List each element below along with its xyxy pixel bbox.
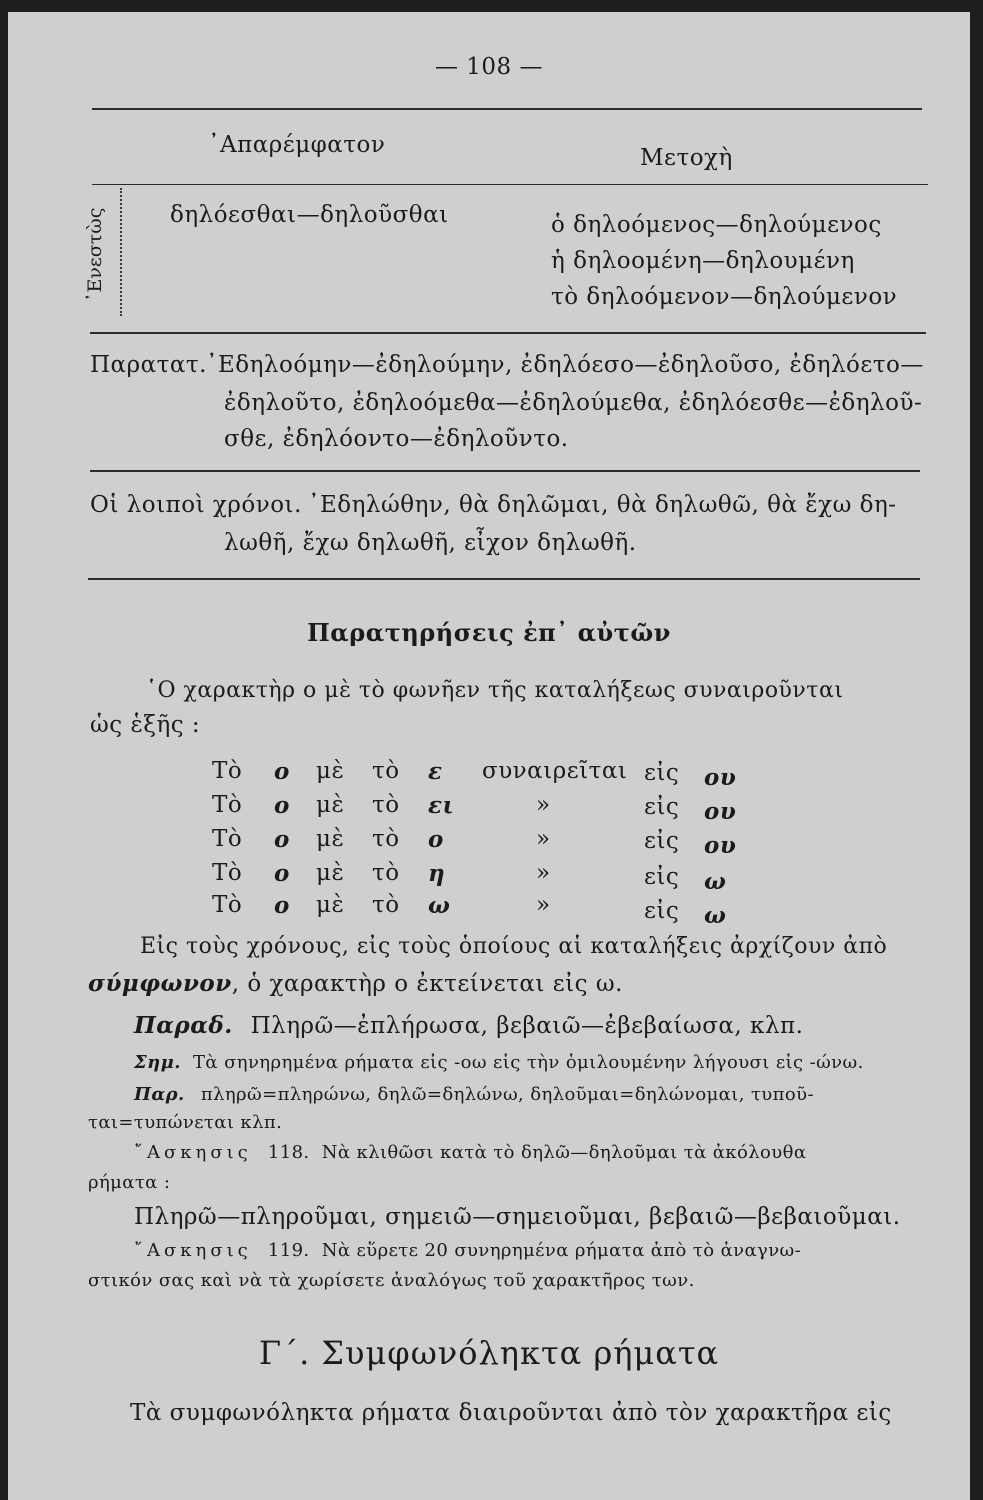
rule-line-1: Εἰς τοὺς χρόνους, εἰς τοὺς ὁποίους αἱ καταλήξεις ἀρχίζουν ἀπὸ [140, 934, 888, 959]
exercise-119 [134, 1240, 801, 1261]
row-verb: » [536, 826, 551, 852]
par-line-2: ται=τυπώνεται κλπ. [88, 1112, 283, 1133]
row-into: εἰς [644, 760, 680, 786]
row-into: εἰς [644, 828, 680, 854]
participle-masc: ὁ δηλοόμενος—δηλούμενος [551, 212, 882, 238]
table-header-rule [92, 184, 928, 185]
table-top-rule [92, 108, 922, 110]
participle-fem: ἡ δηλοομένη—δηλουμένη [551, 248, 855, 274]
row-verb: » [536, 860, 551, 886]
row-char: ο [274, 860, 290, 887]
exercise-118-number: 118. [267, 1142, 310, 1163]
row-article-2: τὸ [372, 758, 400, 784]
exercise-119-text: Νὰ εὕρετε 20 συνηρημένα ρήματα ἀπὸ τὸ ἀναγνω- [321, 1240, 802, 1261]
row-article-2: τὸ [372, 860, 400, 886]
example-text: Πληρῶ—ἐπλήρωσα, βεβαιῶ—ἐβεβαίωσα, κλπ. [250, 1013, 804, 1039]
imperfect-line-2: ἐδηλοῦτο, ἐδηλοόμεθα—ἐδηλούμεθα, ἐδηλόεσθε—ἐδηλοῦ- [224, 390, 923, 416]
section-title: Γ΄. Συμφωνόληκτα ρήματα [258, 1334, 720, 1372]
row-result: ου [704, 832, 737, 859]
exercise-118-label: ῎Ασκησις [134, 1142, 252, 1163]
row-with: μὲ [316, 758, 345, 784]
row-label-present: ᾿Ενεστὼς [84, 207, 106, 302]
book-page [8, 12, 970, 1500]
par-line-1 [134, 1084, 814, 1105]
row-article: Τὸ [212, 758, 243, 784]
row-article-2: τὸ [372, 826, 400, 852]
row-char: ο [274, 892, 290, 919]
row-with: μὲ [316, 860, 345, 886]
row-article: Τὸ [212, 860, 243, 886]
table-bottom-rule [90, 332, 926, 334]
other-tenses-label: Οἱ λοιποὶ χρόνοι. [90, 492, 302, 518]
other-tenses-rule [88, 578, 920, 580]
row-article-2: τὸ [372, 892, 400, 918]
table-dotted-divider [120, 188, 122, 316]
row-vowel: ο [428, 826, 444, 853]
row-result: ου [704, 764, 737, 791]
exercise-119-number: 119. [267, 1240, 310, 1261]
imperfect-line-3: σθε, ἐδηλόοντο—ἐδηλοῦντο. [224, 426, 569, 452]
row-into: εἰς [644, 794, 680, 820]
row-verb: συναιρεῖται [482, 758, 628, 784]
row-vowel: ω [428, 892, 451, 919]
exercise-118 [134, 1142, 806, 1163]
row-with: μὲ [316, 826, 345, 852]
row-vowel: ει [428, 792, 455, 819]
imperfect-rule [90, 470, 920, 472]
row-char: ο [274, 758, 290, 785]
example-line [134, 1012, 803, 1039]
other-tenses-line-1: ᾿Εδηλώθην, θὰ δηλῶμαι, θὰ δηλωθῶ, θὰ ἔχω δη- [308, 492, 897, 518]
exercise-119-line-2: στικόν σας καὶ νὰ τὰ χωρίσετε ἀναλόγως τοῦ χαρακτῆρος των. [88, 1270, 695, 1291]
observations-intro-line-2: ὡς ἑξῆς : [90, 712, 201, 738]
section-intro: Τὰ συμφωνόληκτα ρήματα διαιροῦνται ἀπὸ τὸν χαρακτῆρα εἰς [130, 1400, 892, 1426]
page-number: — 108 — [434, 54, 544, 80]
row-vowel: η [428, 860, 446, 887]
exercise-118-text: Νὰ κλιθῶσι κατὰ τὸ δηλῶ—δηλοῦμαι τὰ ἀκόλουθα [321, 1142, 807, 1163]
observations-title: Παρατηρήσεις ἐπ᾿ αὐτῶν [307, 618, 671, 647]
exercise-119-label: ῎Ασκησις [134, 1240, 252, 1261]
exercise-118-line-2: ρήματα : [88, 1172, 171, 1193]
note-label: Σημ. [134, 1052, 181, 1073]
par-text-1: πληρῶ=πληρώνω, δηλῶ=δηλώνω, δηλοῦμαι=δηλώνομαι, τυποῦ- [200, 1084, 814, 1105]
exercise-118-verbs: Πληρῶ—πληροῦμαι, σημειῶ—σημειοῦμαι, βεβαιῶ—βεβαιοῦμαι. [134, 1204, 901, 1230]
header-infinitive: ᾿Απαρέμφατον [208, 132, 386, 158]
other-tenses-line-2: λωθῆ, ἔχω δηλωθῆ, εἶχον δηλωθῆ. [224, 530, 637, 556]
row-with: μὲ [316, 792, 345, 818]
rule-line-2 [88, 970, 623, 997]
header-participle: Μετοχὴ [640, 145, 733, 171]
rule-line-2-word: σύμφωνον [88, 970, 232, 997]
participle-neut: τὸ δηλοόμενον—δηλούμενον [551, 284, 898, 310]
row-with: μὲ [316, 892, 345, 918]
present-infinitive: δηλόεσθαι—δηλοῦσθαι [170, 202, 449, 228]
imperfect-line-1: ᾿Εδηλοόμην—ἐδηλούμην, ἐδηλόεσο—ἐδηλοῦσο, ἐδηλόετο— [206, 352, 924, 378]
row-vowel: ε [428, 758, 443, 785]
row-result: ω [704, 902, 727, 929]
row-into: εἰς [644, 864, 680, 890]
row-article-2: τὸ [372, 792, 400, 818]
imperfect-label: Παρατατ. [90, 352, 207, 378]
row-verb: » [536, 892, 551, 918]
observations-intro-line-1: ῾Ο χαρακτὴρ ο μὲ τὸ φωνῆεν τῆς καταλήξεως συναιροῦνται [146, 678, 844, 703]
example-label: Παραδ. [134, 1012, 233, 1039]
note-line [134, 1052, 864, 1073]
rule-line-2-rest: , ὁ χαρακτὴρ ο ἐκτείνεται εἰς ω. [231, 971, 623, 997]
row-into: εἰς [644, 898, 680, 924]
row-result: ου [704, 798, 737, 825]
row-verb: » [536, 792, 551, 818]
row-result: ω [704, 868, 727, 895]
row-article: Τὸ [212, 826, 243, 852]
row-char: ο [274, 792, 290, 819]
par-label: Παρ. [134, 1084, 185, 1105]
row-article: Τὸ [212, 792, 243, 818]
note-text: Τὰ σηνηρημένα ρήματα εἰς -οω εἰς τὴν ὁμιλουμένην λήγουσι εἰς -ώνω. [192, 1052, 864, 1073]
row-article: Τὸ [212, 892, 243, 918]
row-char: ο [274, 826, 290, 853]
